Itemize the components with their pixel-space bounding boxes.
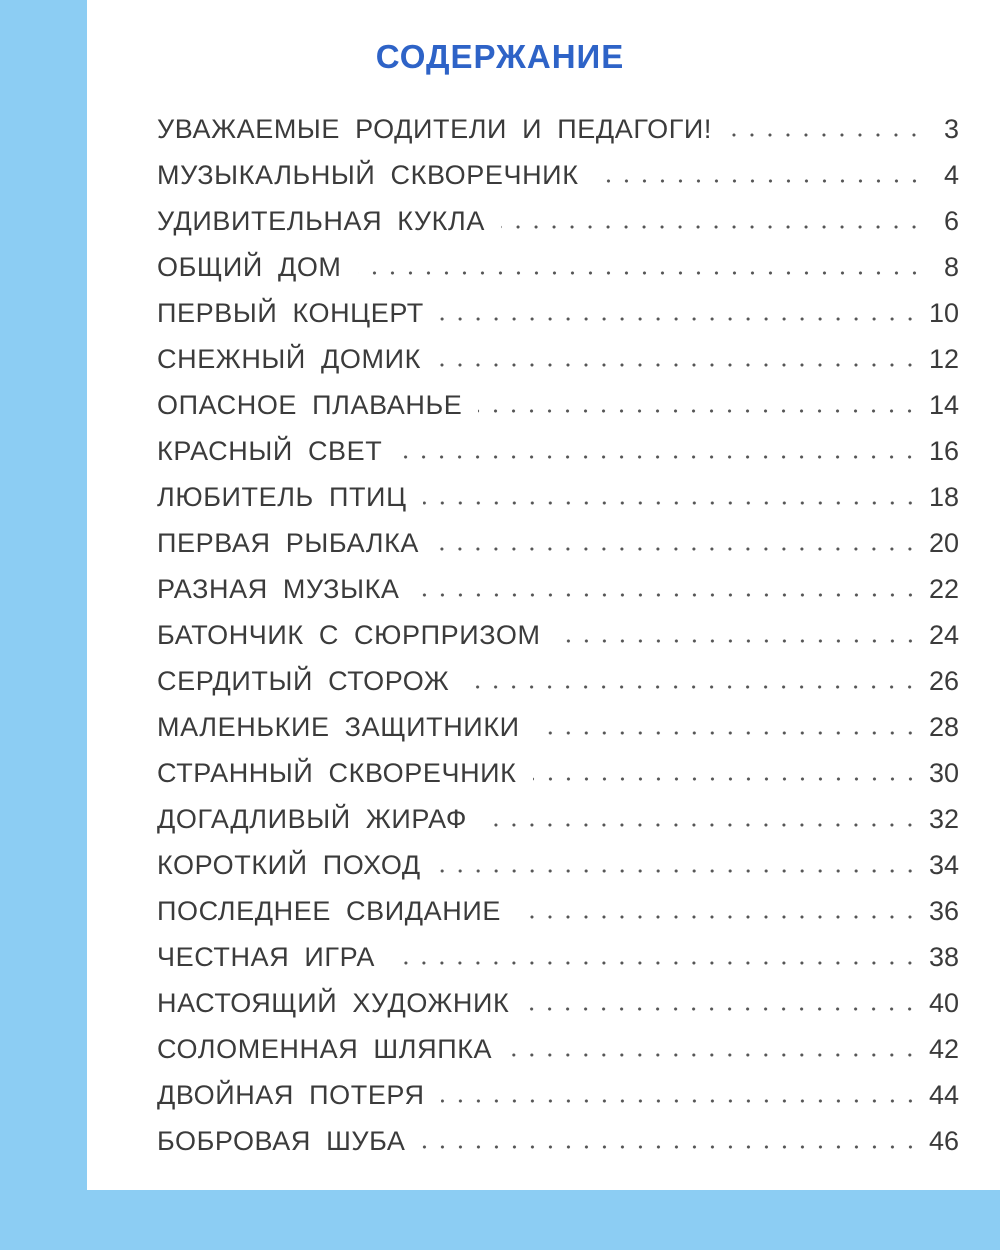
page-title: СОДЕРЖАНИЕ [375, 38, 625, 75]
toc-entry-title: СНЕЖНЫЙ ДОМИК [157, 344, 421, 374]
toc-entry-title: КОРОТКИЙ ПОХОД [157, 850, 421, 880]
toc-entry[interactable] [157, 198, 959, 244]
toc-dot-leader [508, 1053, 919, 1057]
toc-entry[interactable] [157, 336, 959, 382]
toc-entry-title: СОЛОМЕННАЯ ШЛЯПКА [157, 1034, 493, 1064]
table-of-contents [157, 106, 959, 1164]
toc-entry-page-number: 34 [928, 850, 959, 880]
toc-dot-leader [536, 731, 919, 735]
toc-entry[interactable] [157, 1026, 959, 1072]
toc-entry-title: МАЛЕНЬКИЕ ЗАЩИТНИКИ [157, 712, 520, 742]
toc-entry-title: ОПАСНОЕ ПЛАВАНЬЕ [157, 390, 463, 420]
toc-entry[interactable] [157, 1118, 959, 1164]
toc-entry-title: ПЕРВАЯ РЫБАЛКА [157, 528, 420, 558]
toc-entry[interactable] [157, 980, 959, 1026]
toc-entry[interactable] [157, 704, 959, 750]
toc-dot-leader [728, 133, 923, 137]
toc-dot-leader [391, 961, 919, 965]
toc-entry-page-number: 28 [928, 712, 959, 742]
toc-entry-title: ОБЩИЙ ДОМ [157, 252, 342, 282]
toc-entry-page-number: 30 [928, 758, 959, 788]
toc-dot-leader [517, 915, 919, 919]
toc-entry[interactable] [157, 244, 959, 290]
toc-dot-leader [595, 179, 923, 183]
toc-dot-leader [437, 363, 919, 367]
toc-entry[interactable] [157, 520, 959, 566]
toc-entry[interactable] [157, 152, 959, 198]
toc-entry[interactable] [157, 106, 959, 152]
toc-entry-page-number: 36 [928, 896, 959, 926]
toc-entry-title: ПЕРВЫЙ КОНЦЕРТ [157, 298, 424, 328]
toc-entry-title: ДВОЙНАЯ ПОТЕРЯ [157, 1080, 425, 1110]
toc-dot-leader [437, 869, 919, 873]
toc-entry-page-number: 10 [928, 298, 959, 328]
toc-entry-page-number: 46 [928, 1126, 959, 1156]
toc-entry[interactable] [157, 474, 959, 520]
toc-entry-title: УДИВИТЕЛЬНАЯ КУКЛА [157, 206, 485, 236]
toc-entry[interactable] [157, 842, 959, 888]
toc-entry[interactable] [157, 382, 959, 428]
toc-entry-title: ЧЕСТНАЯ ИГРА [157, 942, 376, 972]
toc-entry-title: СТРАННЫЙ СКВОРЕЧНИК [157, 758, 517, 788]
toc-entry-page-number: 22 [928, 574, 959, 604]
toc-dot-leader [358, 271, 923, 275]
toc-dot-leader [525, 1007, 919, 1011]
toc-dot-leader [557, 639, 919, 643]
toc-entry-title: НАСТОЯЩИЙ ХУДОЖНИК [157, 988, 510, 1018]
toc-dot-leader [465, 685, 919, 689]
toc-dot-leader [398, 455, 919, 459]
toc-entry[interactable] [157, 1072, 959, 1118]
toc-entry-page-number: 26 [928, 666, 959, 696]
toc-entry-page-number: 40 [928, 988, 959, 1018]
toc-entry[interactable] [157, 750, 959, 796]
toc-entry-title: БОБРОВАЯ ШУБА [157, 1126, 406, 1156]
toc-entry-page-number: 6 [943, 206, 959, 236]
toc-entry-page-number: 14 [928, 390, 959, 420]
toc-entry-page-number: 44 [928, 1080, 959, 1110]
toc-entry[interactable] [157, 428, 959, 474]
toc-dot-leader [416, 593, 919, 597]
toc-dot-leader [422, 1145, 919, 1149]
toc-entry-title: КРАСНЫЙ СВЕТ [157, 436, 383, 466]
toc-entry-page-number: 8 [943, 252, 959, 282]
toc-entry[interactable] [157, 612, 959, 658]
toc-entry[interactable] [157, 796, 959, 842]
toc-dot-leader [501, 225, 923, 229]
toc-entry-page-number: 42 [928, 1034, 959, 1064]
toc-dot-leader [533, 777, 919, 781]
toc-entry-title: РАЗНАЯ МУЗЫКА [157, 574, 400, 604]
toc-dot-leader [423, 501, 919, 505]
toc-entry-title: СЕРДИТЫЙ СТОРОЖ [157, 666, 450, 696]
toc-entry[interactable] [157, 566, 959, 612]
toc-entry-page-number: 16 [928, 436, 959, 466]
toc-entry-title: УВАЖАЕМЫЕ РОДИТЕЛИ И ПЕДАГОГИ! [157, 114, 713, 144]
toc-dot-leader [440, 317, 919, 321]
toc-entry[interactable] [157, 290, 959, 336]
toc-entry-page-number: 12 [928, 344, 959, 374]
toc-entry-page-number: 38 [928, 942, 959, 972]
toc-entry-title: ДОГАДЛИВЫЙ ЖИРАФ [157, 804, 468, 834]
toc-entry-page-number: 32 [928, 804, 959, 834]
toc-entry-title: ЛЮБИТЕЛЬ ПТИЦ [157, 482, 407, 512]
toc-entry[interactable] [157, 888, 959, 934]
toc-entry-title: БАТОНЧИК С СЮРПРИЗОМ [157, 620, 541, 650]
toc-entry-page-number: 18 [928, 482, 959, 512]
toc-entry-page-number: 24 [928, 620, 959, 650]
toc-entry-page-number: 3 [943, 114, 959, 144]
toc-dot-leader [483, 823, 919, 827]
toc-entry-title: МУЗЫКАЛЬНЫЙ СКВОРЕЧНИК [157, 160, 579, 190]
toc-entry[interactable] [157, 658, 959, 704]
toc-dot-leader [441, 1099, 919, 1103]
toc-entry-title: ПОСЛЕДНЕЕ СВИДАНИЕ [157, 896, 501, 926]
toc-entry-page-number: 20 [928, 528, 959, 558]
toc-dot-leader [478, 409, 919, 413]
toc-entry-page-number: 4 [943, 160, 959, 190]
toc-entry[interactable] [157, 934, 959, 980]
toc-dot-leader [435, 547, 919, 551]
